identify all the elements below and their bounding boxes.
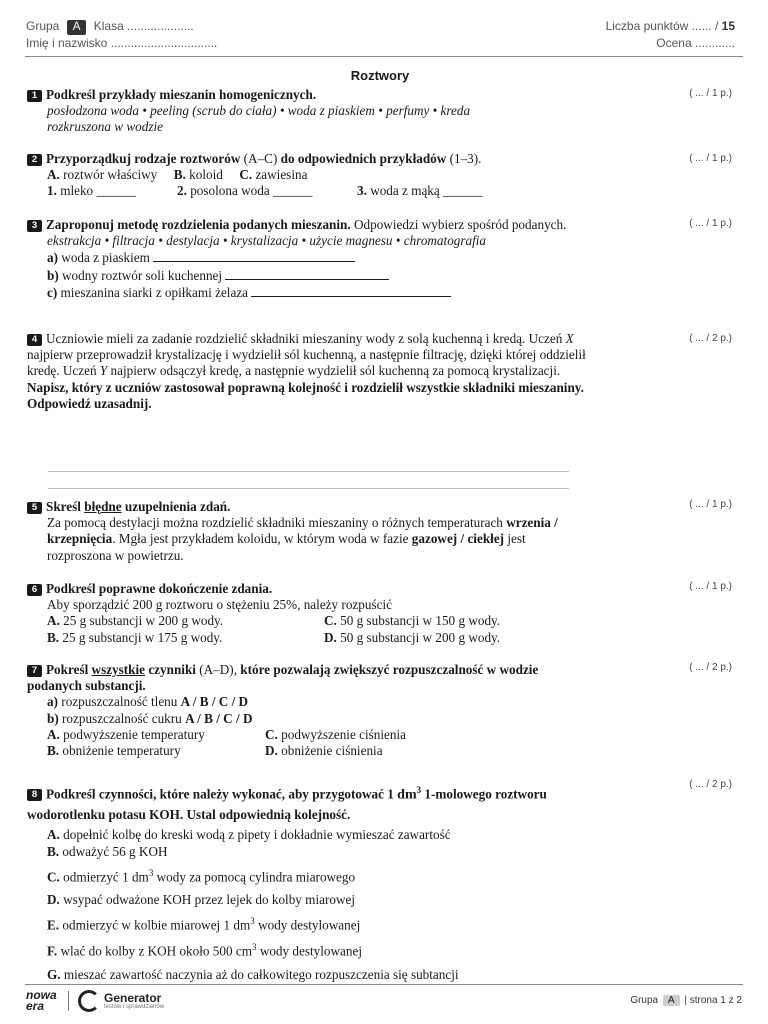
step-text: odmierzyć 1 dm (63, 869, 149, 885)
example-text: posolona woda ______ (190, 183, 313, 199)
step-e[interactable] (27, 913, 587, 933)
unit: dm (397, 787, 417, 803)
subitem-text: rozpuszczalność tlenu (61, 694, 178, 710)
klasa-field: Klasa .................... (93, 19, 194, 33)
option-letter: A. (47, 167, 60, 183)
factor-letter: B. (47, 743, 60, 759)
factor-letter: A. (47, 726, 60, 742)
generator-logo (78, 990, 164, 1012)
task-points: ( ... / 1 p.) (689, 581, 732, 592)
option-text: 25 g substancji w 175 g wody. (62, 629, 223, 645)
grupa-badge: A (663, 995, 680, 1006)
logo-text: nowa (26, 988, 57, 1002)
task-question-emphasis: wszystkie (91, 662, 146, 677)
logo-text: Generator (104, 991, 162, 1005)
task-number: 7 (27, 665, 42, 677)
points-max: 15 (721, 19, 735, 33)
example-text: woda z mąką ______ (370, 183, 483, 199)
task-stem: Aby sporządzić 200 g roztworu o stężeniu 25%, należy rozpuścić (47, 597, 392, 613)
task-subitem (27, 694, 557, 710)
task-5 (27, 499, 577, 564)
points-total (606, 19, 735, 33)
step-letter: G. (47, 966, 61, 982)
option-text: 50 g substancji w 200 g wody. (340, 629, 501, 645)
imie-field: Imię i nazwisko ................................ (26, 36, 218, 50)
task-question: czynniki (148, 662, 196, 677)
option-text: zawiesina (255, 167, 308, 183)
task-number: 3 (27, 220, 42, 232)
answer-line[interactable] (251, 284, 451, 297)
choice-options[interactable]: A / B / C / D (180, 694, 249, 710)
step-b[interactable] (27, 843, 587, 860)
step-text: wody za pomocą cylindra miarowego (156, 869, 356, 885)
factor-text: obniżenie temperatury (62, 743, 181, 759)
subitem-label: c) (47, 284, 58, 300)
task-points: ( ... / 1 p.) (689, 88, 732, 99)
task-points: ( ... / 1 p.) (689, 499, 732, 510)
footer-page-info (630, 995, 742, 1006)
step-letter: B. (47, 844, 60, 860)
grupa-label: Grupa (26, 19, 60, 33)
factor-text: podwyższenie temperatury (63, 726, 205, 742)
example-text: mleko ______ (60, 183, 137, 199)
option-c[interactable] (324, 613, 500, 629)
unit-exponent: 3 (252, 942, 257, 953)
task-sentence (27, 515, 577, 564)
sentence-text: jest rozproszona w powietrzu. (47, 531, 526, 563)
task-question: do odpowiednich przykładów (280, 151, 447, 166)
subitem-text: mieszanina siarki z opiłkami żelaza (60, 284, 249, 300)
option-row (27, 630, 687, 646)
unit-exponent: 3 (250, 915, 255, 926)
option-d[interactable] (324, 630, 500, 646)
unit: dm (233, 917, 251, 933)
task-6 (27, 581, 687, 646)
option-letter: B. (47, 629, 60, 645)
page-number: | strona 1 z 2 (684, 995, 742, 1006)
option-text: 25 g substancji w 200 g wody. (63, 613, 224, 629)
step-text: mieszać zawartość naczynia aż do całkowitego rozpuszczenia się subtancji (63, 966, 459, 982)
step-letter: D. (47, 891, 60, 907)
option-text: 50 g substancji w 150 g wody. (340, 613, 501, 629)
answer-line[interactable] (48, 471, 569, 472)
factor-letter: C. (265, 726, 278, 742)
student-x: X (565, 331, 574, 346)
step-text: wody destylowanej (258, 917, 361, 933)
task-question-range: (1–3). (449, 151, 482, 166)
task-question: Napisz, który z uczniów zastosował poprawną kolejność i rozdzielił wszystkie składniki mieszaniny. Odpowiedź uzasadnij. (27, 379, 584, 411)
task-8 (27, 780, 587, 983)
factor-row (27, 743, 557, 759)
option-row (27, 613, 687, 629)
step-letter: E. (47, 917, 60, 933)
task-4 (27, 331, 587, 412)
step-text: odważyć 56 g KOH (62, 844, 168, 860)
task-3 (27, 217, 687, 301)
task-question: Przyporządkuj rodzaje roztworów (46, 151, 241, 166)
unit: cm (235, 943, 253, 959)
task-text: Uczniowie mieli za zadanie rozdzielić składniki mieszaniny wody z solą kuchenną i kredą. Uczeń (46, 331, 563, 346)
student-y: Y (99, 363, 108, 379)
subitem-text: rozpuszczalność cukru (62, 710, 182, 726)
task-number: 2 (27, 154, 42, 166)
generator-icon (78, 990, 100, 1012)
step-letter: C. (47, 869, 60, 885)
task-methods: ekstrakcja • filtracja • destylacja • krystalizacja • użycie magnesu • chromatografia (47, 233, 487, 249)
step-c[interactable] (27, 865, 587, 885)
task-text: najpierw odsączył kredę, a następnie wydzielił sól kuchenną za pomocą krystalizacji. (110, 363, 561, 379)
answer-line[interactable] (153, 249, 355, 262)
answer-line[interactable] (225, 267, 389, 280)
subitem-label: a) (47, 250, 58, 266)
step-f[interactable] (27, 939, 587, 959)
task-items: posłodzona woda • peeling (scrub do ciała) • woda z piaskiem • perfumy • kreda rozkruszona w wodzie (47, 103, 471, 135)
task-subitem (27, 711, 557, 727)
unit-exponent: 3 (416, 785, 422, 795)
task-question: Zaproponuj metodę rozdzielenia podanych mieszanin. (46, 217, 351, 232)
task-points: ( ... / 1 p.) (689, 218, 732, 229)
step-text: wsypać odważone KOH przez lejek do kolby miarowej (63, 891, 355, 907)
header-divider (25, 56, 743, 57)
step-a[interactable] (27, 826, 587, 843)
points-label: Liczba punktów ...... / (605, 19, 719, 33)
task-number: 6 (27, 584, 42, 596)
grupa-label: Grupa (630, 995, 659, 1006)
task-points: ( ... / 1 p.) (689, 153, 732, 164)
option-letter: C. (324, 613, 337, 629)
factor-text: podwyższenie ciśnienia (281, 726, 406, 742)
task-points: ( ... / 2 p.) (689, 333, 732, 344)
step-g[interactable] (27, 966, 587, 983)
task-number: 8 (27, 789, 42, 801)
task-subitem (27, 267, 687, 284)
option-letter: A. (47, 613, 60, 629)
step-text: odmierzyć w kolbie miarowej 1 (62, 917, 231, 933)
factor-row (27, 727, 557, 743)
option-letter: C. (239, 167, 253, 183)
nowa-era-logo (26, 990, 57, 1012)
task-question-range: (A–C) (243, 151, 278, 166)
task-question-emphasis: błędne (84, 499, 122, 514)
factor-text: obniżenie ciśnienia (281, 743, 383, 759)
task-question: które pozwalają zwiększyć rozpuszczalność w wodzie podanych substancji. (27, 662, 539, 694)
step-text: wody destylowanej (259, 943, 362, 959)
example-number: 3. (357, 183, 367, 199)
task-number: 5 (27, 502, 42, 514)
unit-exponent: 3 (148, 868, 154, 879)
option-a[interactable] (47, 613, 324, 629)
task-question: Podkreśl poprawne dokończenie zdania. (46, 581, 273, 596)
page-title: Roztwory (350, 68, 410, 83)
option-letter: D. (324, 629, 337, 645)
task-question: Podkreśl przykłady mieszanin homogenicznych. (46, 87, 317, 102)
logo-text: era (26, 999, 45, 1013)
step-text: dopełnić kolbę do kreski wodą z pipety i dokładnie wymieszać zawartość (63, 827, 451, 843)
task-question: Skreśl (46, 499, 81, 514)
footer-divider (25, 984, 743, 985)
task-points: ( ... / 2 p.) (689, 779, 732, 790)
example-number: 1. (47, 183, 57, 199)
example-number: 2. (177, 183, 187, 199)
step-d[interactable] (27, 891, 587, 908)
choice-options[interactable]: A / B / C / D (185, 710, 253, 726)
option-text: roztwór właściwy (63, 167, 158, 183)
task-question: 1-molowego roztworu wodorotlenku potasu KOH. Ustal odpowiednią kolejność. (27, 786, 547, 823)
task-1 (27, 87, 687, 136)
subitem-text: wodny roztwór soli kuchennej (62, 267, 223, 283)
step-text: wlać do kolby z KOH około 500 (60, 943, 233, 959)
subitem-label: a) (47, 694, 58, 710)
task-question-range: (A–D), (199, 662, 237, 677)
subitem-label: b) (47, 710, 59, 726)
task-text: najpierw przeprowadził krystalizację i wydzielił sól kuchenną, a następnie filtrację, dzięki której oddzielił kredę. Uczeń (27, 347, 586, 379)
task-question: Pokreśl (46, 662, 89, 677)
ocena-field: Ocena ............ (656, 36, 735, 50)
task-7 (27, 662, 557, 759)
task-question: uzupełnienia zdań. (124, 499, 231, 514)
option-letter: B. (173, 167, 186, 183)
choice-option[interactable]: gazowej / (411, 531, 465, 547)
sentence-text: Za pomocą destylacji można rozdzielić składniki mieszaniny o różnych temperaturach (47, 515, 503, 531)
choice-option[interactable]: ciekłej (467, 531, 505, 547)
grupa-badge: A (67, 20, 87, 35)
task-examples (27, 183, 687, 199)
task-number: 1 (27, 90, 42, 102)
task-options (27, 167, 687, 183)
sentence-text: . Mgła jest przykładem koloidu, w którym woda w fazie (112, 531, 409, 547)
logo-separator (68, 991, 69, 1011)
task-number: 4 (27, 334, 42, 346)
step-letter: F. (47, 943, 58, 959)
task-subitem (27, 284, 687, 301)
factor-letter: D. (265, 743, 278, 759)
subitem-text: woda z piaskiem (61, 250, 150, 266)
task-question-rest: Odpowiedzi wybierz spośród podanych. (353, 217, 567, 232)
option-text: koloid (189, 167, 223, 183)
task-subitem (27, 249, 687, 266)
answer-line[interactable] (48, 488, 569, 489)
choice-option[interactable]: wrzenia / krzepnięcia (47, 515, 558, 547)
task-2 (27, 151, 687, 200)
task-question: Podkreśl czynności, które należy wykonać, aby przygotować 1 (46, 786, 394, 802)
task-points: ( ... / 2 p.) (689, 662, 732, 673)
logo-subtext: testów i sprawdzianów (104, 1004, 165, 1010)
subitem-label: b) (47, 267, 59, 283)
header-grupa-klasa (26, 19, 194, 35)
step-letter: A. (47, 827, 60, 843)
option-b[interactable] (47, 630, 324, 646)
